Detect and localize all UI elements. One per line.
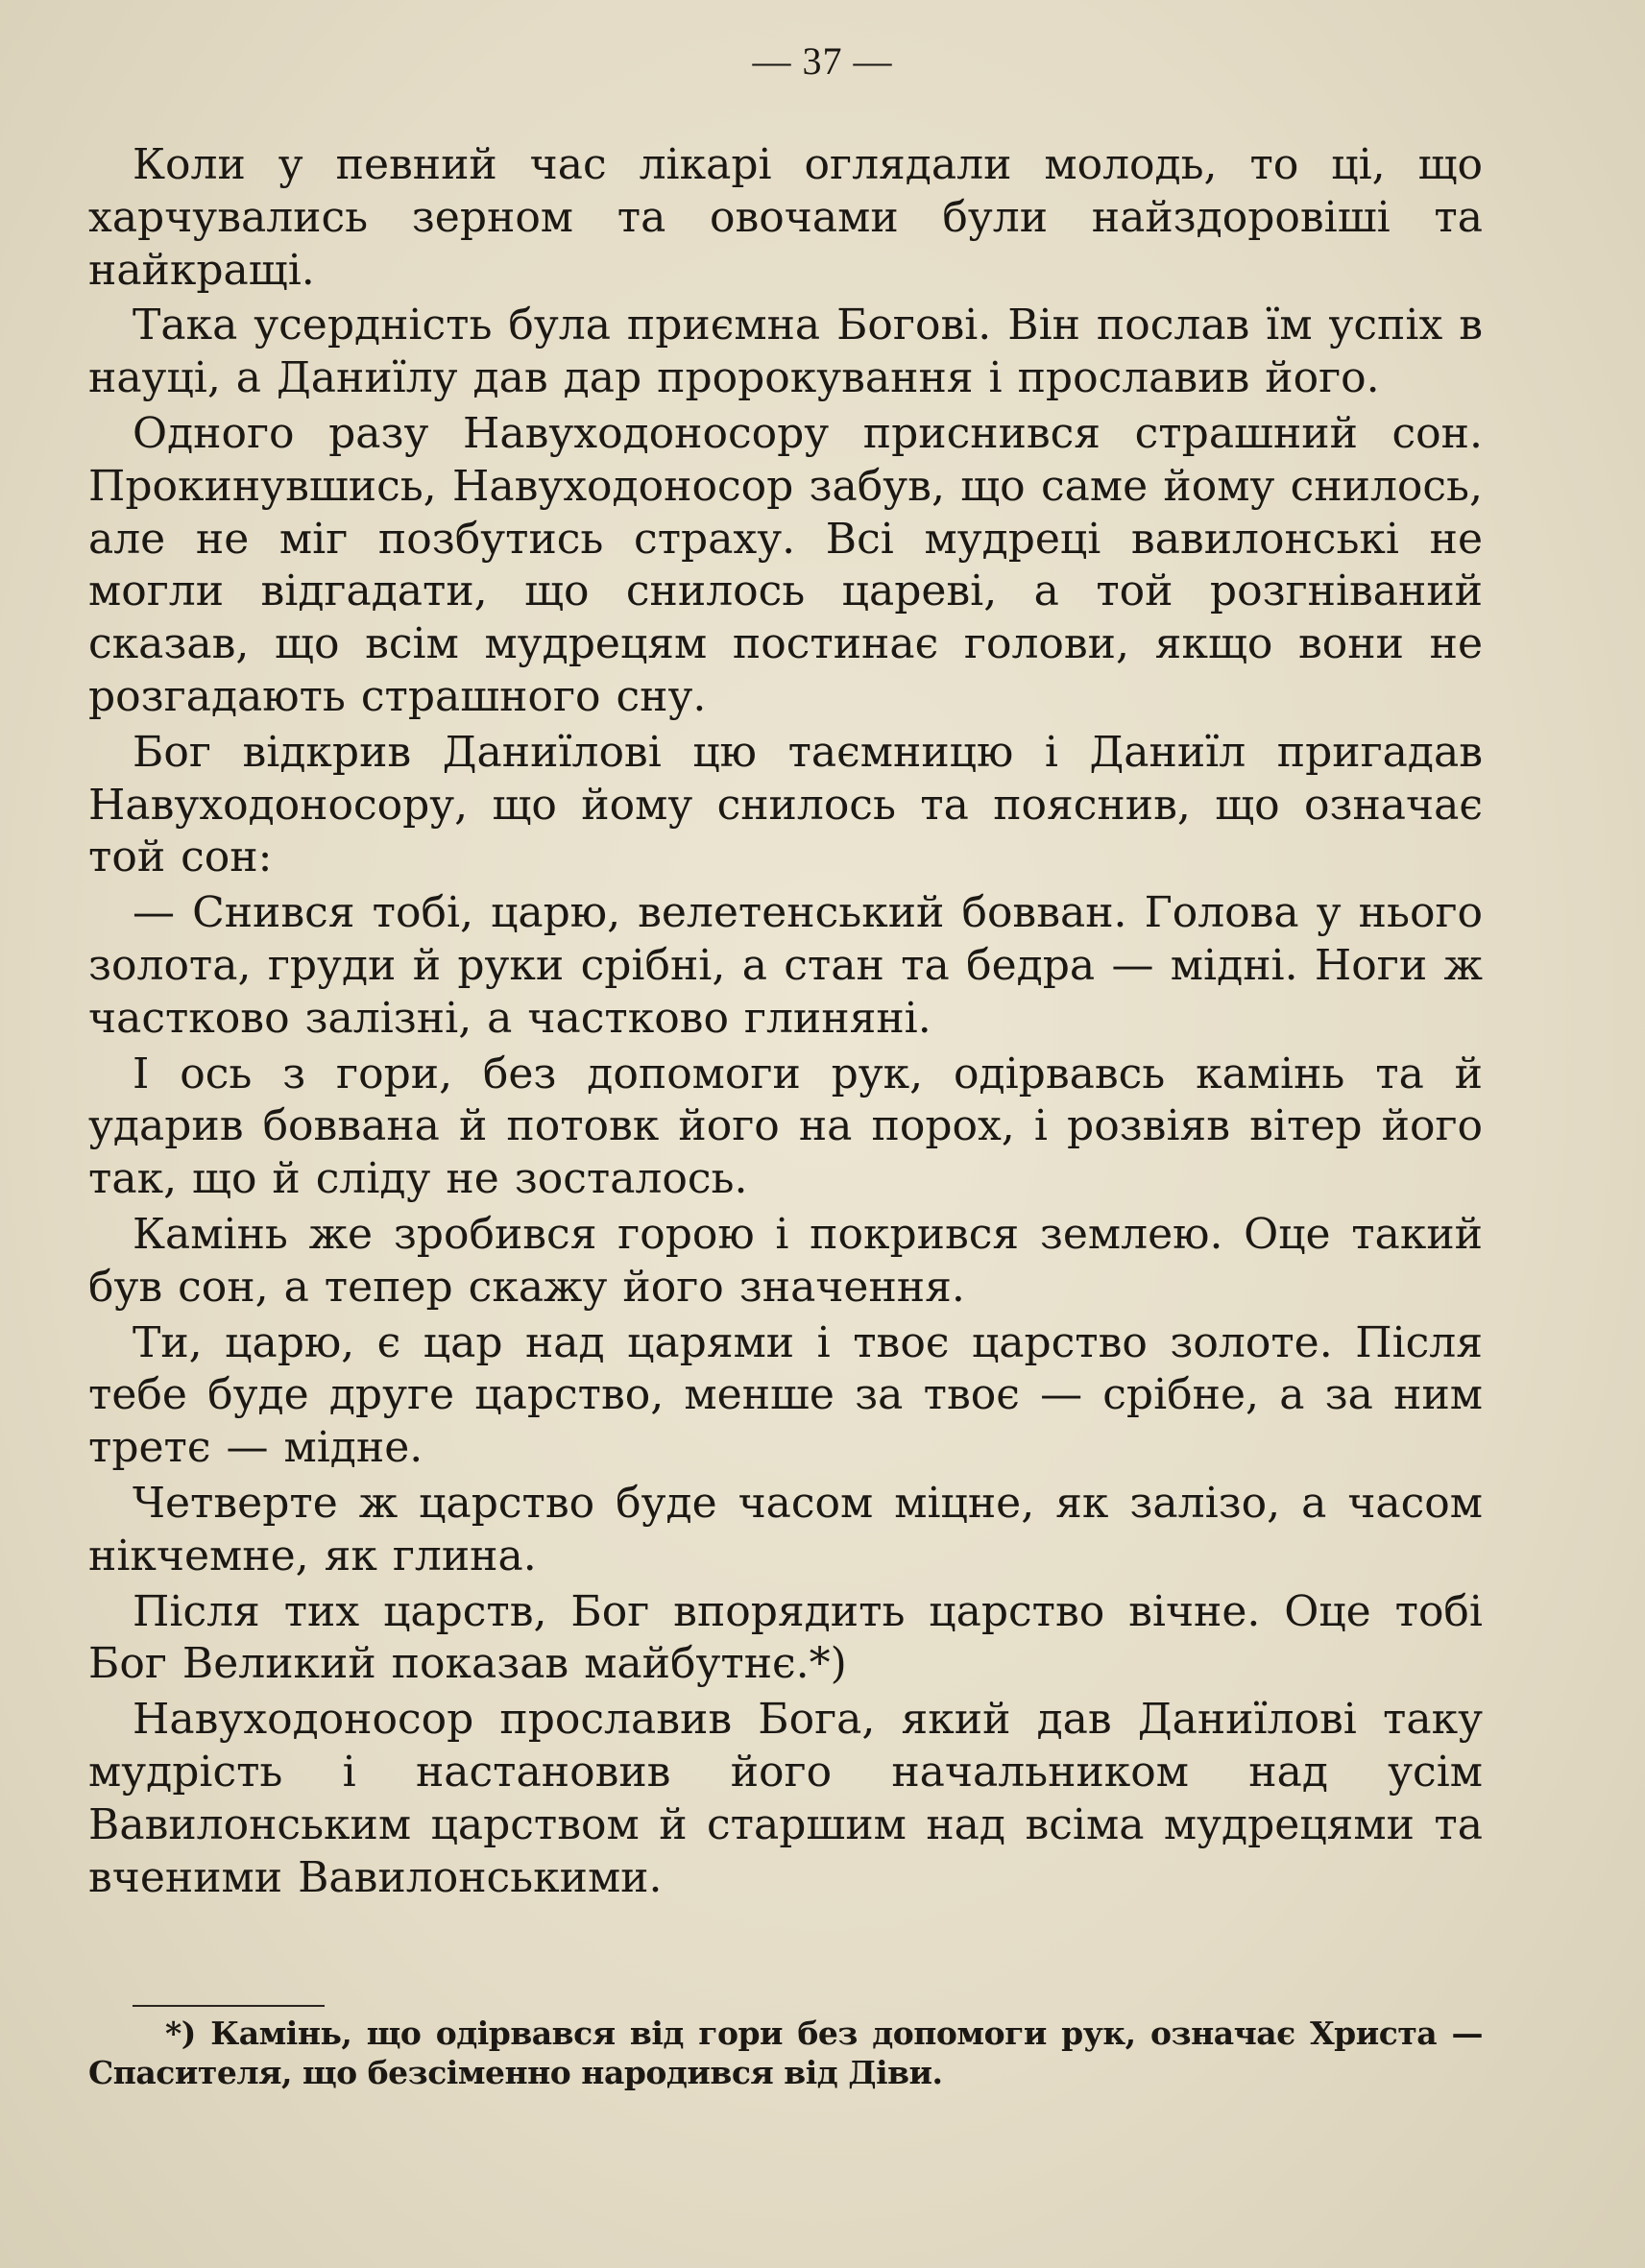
body-text (88, 139, 1483, 1907)
paragraph-11: Навуходоносор прославив Бога, який дав Даниїлові таку мудрість і настановив його начальником над усім Вавилонським царством й старшим над всіма мудрецями та вченими Вавилонськими. (88, 1695, 1483, 1902)
paragraph-6: І ось з гори, без допомоги рук, одірвавсь камінь та й ударив боввана й потовк його на порох, і розвіяв вітер його так, що й сліду не зосталось. (88, 1049, 1483, 1204)
page-number: — 37 — (752, 39, 893, 83)
paragraph-2: Така усердність була приємна Богові. Він послав їм успіх в науці, а Даниїлу дав дар пророкування і прославив його. (88, 301, 1483, 403)
footnote: *) Камінь, що одірвався від гори без допомоги рук, означає Христа — Спасителя, що безсіменно народився від Діви. (88, 2015, 1483, 2091)
paragraph-8: Ти, царю, є цар над царями і твоє царство золоте. Після тебе буде друге царство, менше за твоє — срібне, а за ним третє — мідне. (88, 1317, 1483, 1473)
paragraph-5: — Снився тобі, царю, велетенський бовван. Голова у нього золота, груди й руки срібні, а стан та бедра — мідні. Ноги ж частково залізні, а частково глиняні. (88, 888, 1483, 1043)
paragraph-10: Після тих царств, Бог впорядить царство вічне. Оце тобі Бог Великий показав майбутнє.*) (88, 1586, 1483, 1689)
paragraph-9: Четверте ж царство буде часом міцне, як залізо, а часом нікчемне, як глина. (88, 1478, 1483, 1580)
paragraph-7: Камінь же зробився горою і покрився землею. Оце такий був сон, а тепер скажу його значення. (88, 1209, 1483, 1312)
paragraph-4: Бог відкрив Даниїлові цю таємницю і Даниїл пригадав Навуходоносору, що йому снилось та пояснив, що означає той сон: (88, 727, 1483, 882)
footnote-divider (133, 2005, 325, 2007)
paragraph-3: Одного разу Навуходоносору приснився страшний сон. Прокинувшись, Навуходоносор забув, що саме йому снилось, але не міг позбутись страху. Всі мудреці вавилонські не могли відгадати, що снилось цареві, а той розгніваний сказав, що всім мудрецям постинає голови, якщо вони не розгадають страшного сну. (88, 408, 1483, 721)
paragraph-1: Коли у певний час лікарі оглядали молодь, то ці, що харчувались зерном та овочами були найздоровіші та найкращі. (88, 140, 1483, 295)
